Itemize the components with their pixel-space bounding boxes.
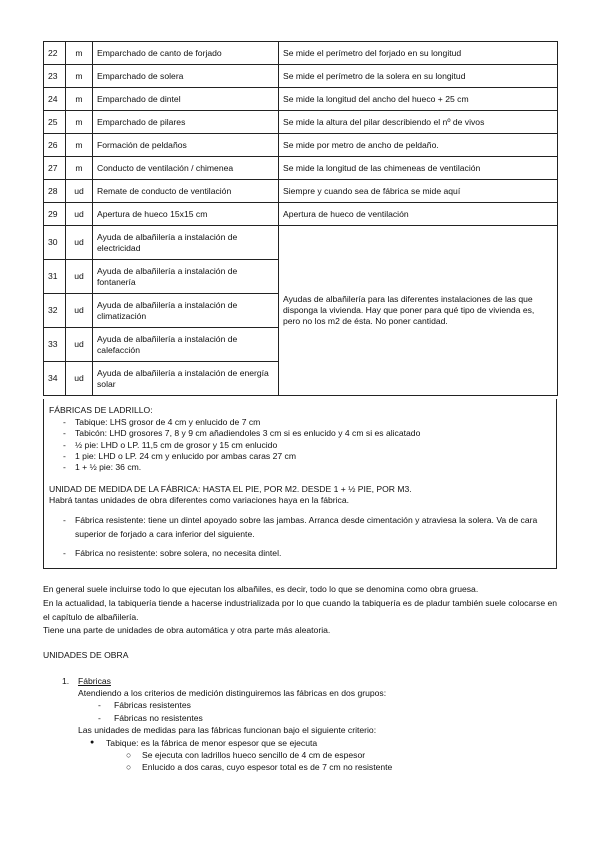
paragraph: En la actualidad, la tabiquería tiende a hacerse industrializada por lo que cuando la tabiquería es de pladur también suele colocarse en el capítulo de albañilería. [43, 597, 558, 622]
list-item: - Tabique: LHS grosor de 4 cm y enlucido de 7 cm [63, 417, 551, 428]
list-item: - Fábrica no resistente: sobre solera, no necesita dintel. [63, 547, 551, 560]
groups-list [78, 699, 562, 724]
row-criterion: Se mide por metro de ancho de peldaño. [279, 134, 558, 157]
list-item: - ½ pie: LHD o LP. 11,5 cm de grosor y 15 cm enlucido [63, 440, 551, 451]
table-row [44, 203, 558, 226]
row-number: 27 [44, 157, 66, 180]
list-item: ○ Se ejecuta con ladrillos hueco sencillo de 4 cm de espesor [126, 749, 562, 761]
row-unit: ud [66, 203, 93, 226]
outline-body [62, 687, 562, 774]
criteria-bullets [78, 737, 562, 749]
brick-walls-notes-box [43, 399, 557, 569]
outline-intro: Atendiendo a los criterios de medición distinguiremos las fábricas en dos grupos: [78, 687, 387, 698]
row-number: 25 [44, 111, 66, 134]
row-element: Formación de peldaños [93, 134, 279, 157]
row-number: 24 [44, 88, 66, 111]
row-number: 29 [44, 203, 66, 226]
outline-number: 1. [62, 676, 70, 686]
row-number: 26 [44, 134, 66, 157]
row-element: Ayuda de albañilería a instalación de climatización [93, 294, 279, 328]
list-item: - Fábricas no resistentes [98, 712, 562, 724]
row-criterion: Apertura de hueco de ventilación [279, 203, 558, 226]
row-unit: m [66, 134, 93, 157]
measurement-units-table [43, 41, 558, 396]
row-number: 34 [44, 362, 66, 396]
table-row [44, 157, 558, 180]
row-element: Apertura de hueco 15x15 cm [93, 203, 279, 226]
row-unit: ud [66, 294, 93, 328]
row-unit: m [66, 65, 93, 88]
brick-walls-heading: FÁBRICAS DE LADRILLO: [49, 405, 153, 415]
list-item: - 1 pie: LHD o LP. 24 cm y enlucido por ambas caras 27 cm [63, 451, 551, 462]
row-unit: ud [66, 362, 93, 396]
table-row [44, 88, 558, 111]
row-element: Emparchado de dintel [93, 88, 279, 111]
unit-of-measure-note: Habrá tantas unidades de obra diferentes como variaciones haya en la fábrica. [49, 494, 350, 505]
row-unit: m [66, 111, 93, 134]
list-item: - 1 + ½ pie: 36 cm. [63, 462, 551, 473]
row-number: 23 [44, 65, 66, 88]
list-item: - Fábrica resistente: tiene un dintel apoyado sobre las jambas. Arranca desde cimentación y atraviesa la solera. Va de cara superior de forjado a cara inferior del siguiente. [63, 514, 551, 541]
unit-of-measure-heading: UNIDAD DE MEDIDA DE LA FÁBRICA: HASTA EL PIE, POR M2. DESDE 1 + ½ PIE, POR M3. [49, 483, 412, 494]
row-unit: ud [66, 328, 93, 362]
row-number: 28 [44, 180, 66, 203]
wall-types-list [49, 514, 551, 560]
row-criterion: Siempre y cuando sea de fábrica se mide aquí [279, 180, 558, 203]
row-element: Remate de conducto de ventilación [93, 180, 279, 203]
numbered-outline [62, 676, 562, 774]
row-unit: m [66, 88, 93, 111]
row-criterion: Se mide la longitud del ancho del hueco + 25 cm [279, 88, 558, 111]
row-element: Ayuda de albañilería a instalación de electricidad [93, 226, 279, 260]
list-item: - Fábricas resistentes [98, 699, 562, 711]
table-row [44, 180, 558, 203]
body-paragraphs [43, 583, 563, 638]
paragraph: Tiene una parte de unidades de obra automática y otra parte más aleatoria. [43, 625, 331, 636]
row-criterion: Se mide el perímetro del forjado en su longitud [279, 42, 558, 65]
row-element: Conducto de ventilación / chimenea [93, 157, 279, 180]
row-criterion: Se mide el perímetro de la solera en su longitud [279, 65, 558, 88]
merged-installations-criterion: Ayudas de albañilería para las diferentes instalaciones de las que disponga la vivienda. Hay que poner para qué tipo de vivienda es, pero no los m2 de ésta. No poner cantidad. [279, 226, 558, 396]
row-number: 30 [44, 226, 66, 260]
row-criterion: Se mide la longitud de las chimeneas de ventilación [279, 157, 558, 180]
row-unit: ud [66, 226, 93, 260]
table-row [44, 134, 558, 157]
row-unit: m [66, 42, 93, 65]
row-element: Emparchado de pilares [93, 111, 279, 134]
section-title: UNIDADES DE OBRA [43, 650, 129, 660]
list-item: ○ Enlucido a dos caras, cuyo espesor total es de 7 cm no resistente [126, 761, 562, 773]
list-item: - Tabicón: LHD grosores 7, 8 y 9 cm añadiendoles 3 cm si es enlucido y 4 cm si es alicatado [63, 428, 551, 439]
row-number: 31 [44, 260, 66, 294]
table-row [44, 65, 558, 88]
table-row [44, 226, 558, 260]
row-element: Ayuda de albañilería a instalación de calefacción [93, 328, 279, 362]
row-element: Ayuda de albañilería a instalación de fontanería [93, 260, 279, 294]
table-row [44, 42, 558, 65]
row-element: Ayuda de albañilería a instalación de energía solar [93, 362, 279, 396]
row-unit: m [66, 157, 93, 180]
list-item: ● Tabique: es la fábrica de menor espesor que se ejecuta [90, 737, 562, 749]
row-unit: ud [66, 180, 93, 203]
row-element: Emparchado de canto de forjado [93, 42, 279, 65]
table-row [44, 111, 558, 134]
paragraph: En general suele incluirse todo lo que ejecutan los albañiles, es decir, todo lo que se denomina como obra gruesa. [43, 584, 479, 594]
row-number: 22 [44, 42, 66, 65]
outline-item-1 [62, 676, 562, 687]
row-criterion: Se mide la altura del pilar describiendo el nº de vivos [279, 111, 558, 134]
row-element: Emparchado de solera [93, 65, 279, 88]
row-number: 32 [44, 294, 66, 328]
brick-walls-list [49, 417, 551, 474]
outline-title: Fábricas [78, 676, 111, 686]
row-number: 33 [44, 328, 66, 362]
criteria-intro: Las unidades de medidas para las fábricas funcionan bajo el siguiente criterio: [78, 725, 377, 736]
criteria-sub-bullets [78, 749, 562, 774]
row-unit: ud [66, 260, 93, 294]
